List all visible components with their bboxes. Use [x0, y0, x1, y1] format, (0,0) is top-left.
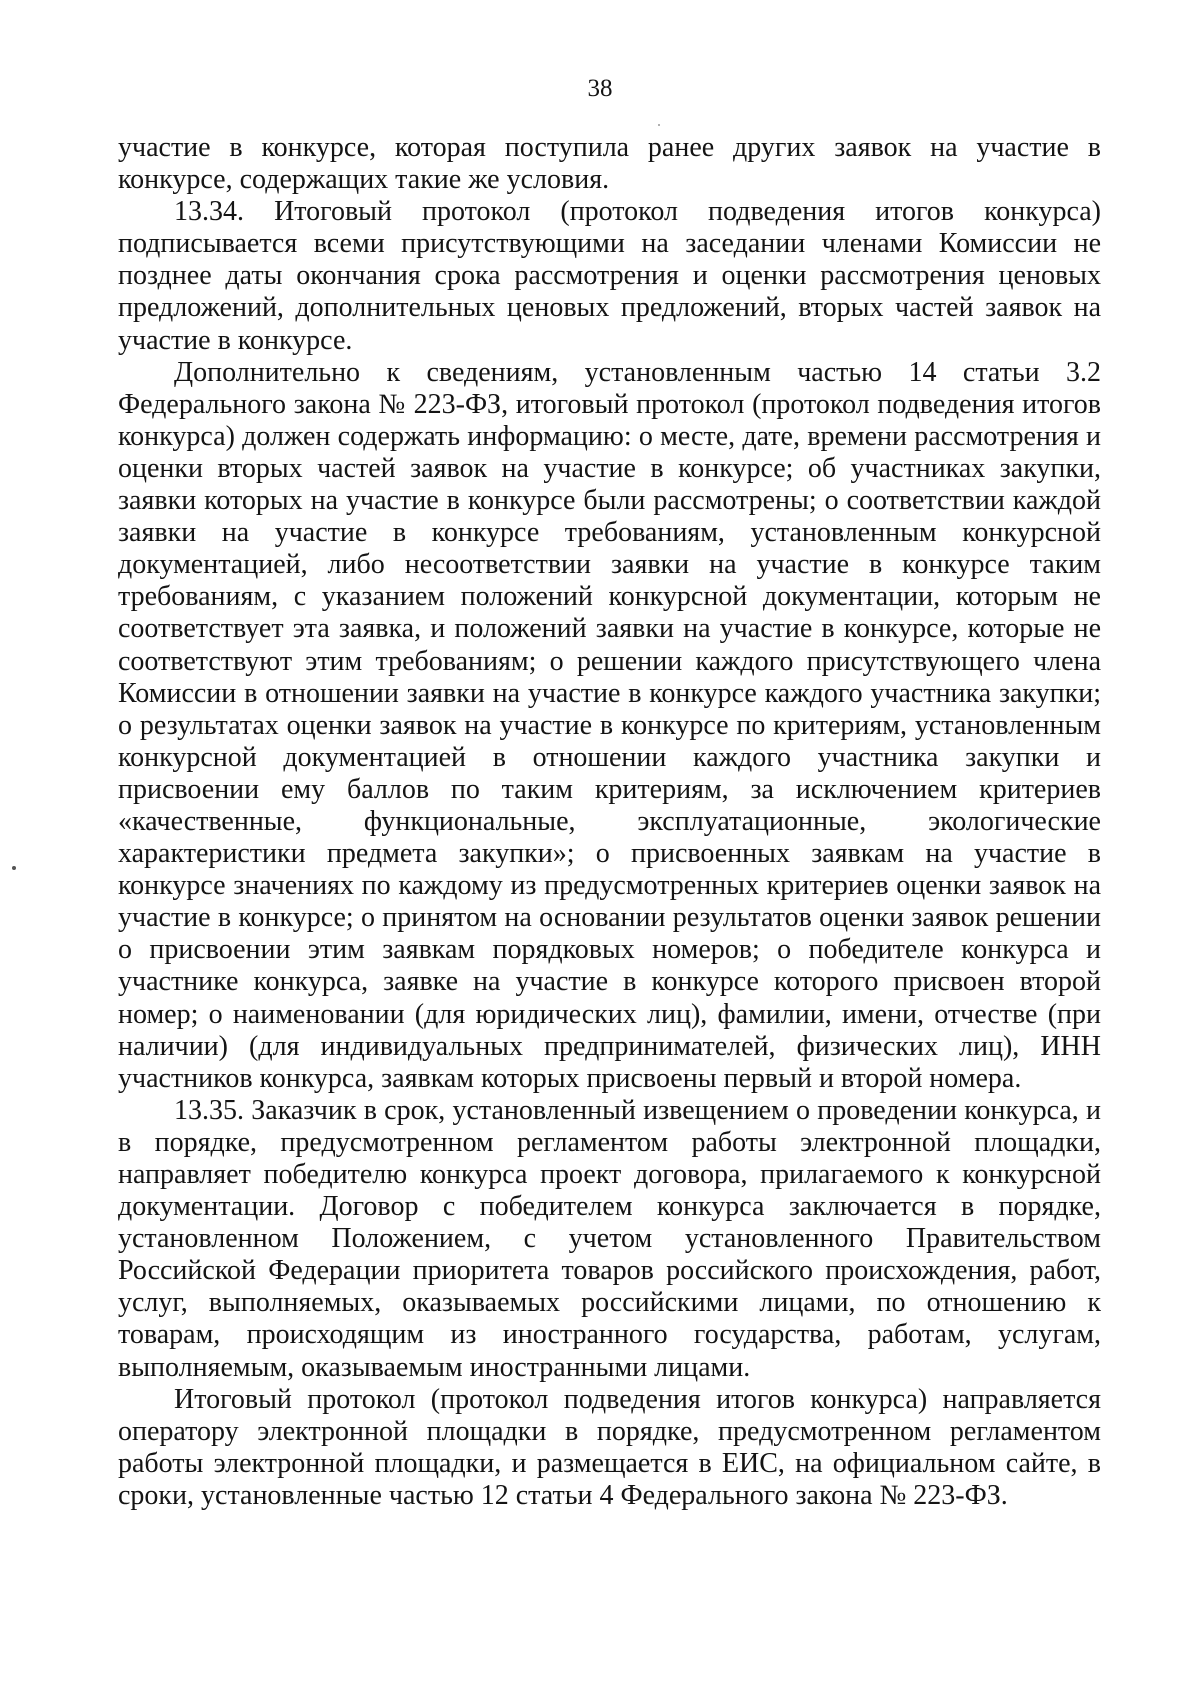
paragraph-13-35: 13.35. Заказчик в срок, установленный извещением о проведении конкурса, и в порядке, предусмотренном регламентом работы электронной площадки, направляет победителю конкурса проект договора, прилагаемого к конкурсной документации. Договор с победителем конкурса заключается в порядке, установленном Положением, с учетом установленного Правительством Российской Федерации приоритета товаров российского происхождения, работ, услуг, выполняемых, оказываемых российскими лицами, по отношению к товарам, происходящим из иностранного государства, работам, услугам, выполняемым, оказываемым иностранными лицами.: [118, 1094, 1101, 1383]
paragraph-continuation: участие в конкурсе, которая поступила ранее других заявок на участие в конкурсе, содержащих такие же условия.: [118, 132, 1101, 196]
scan-speck: [658, 124, 660, 126]
paragraph-protocol-contents: Дополнительно к сведениям, установленным частью 14 статьи 3.2 Федерального закона № 223-ФЗ, итоговый протокол (протокол подведения итогов конкурса) должен содержать информацию: о месте, дате, времени рассмотрения и оценки вторых частей заявок на участие в конкурсе; об участниках закупки, заявки которых на участие в конкурсе были рассмотрены; о соответствии каждой заявки на участие в конкурсе требованиям, установленным конкурсной документацией, либо несоответствии заявки на участие в конкурсе таким требованиям, с указанием положений конкурсной документации, которым не соответствует эта заявка, и положений заявки на участие в конкурсе, которые не соответствуют этим требованиям; о решении каждого присутствующего члена Комиссии в отношении заявки на участие в конкурсе каждого участника закупки; о результатах оценки заявок на участие в конкурсе по критериям, установленным конкурсной документацией в отношении каждого участника закупки и присвоении ему баллов по таким критериям, за исключением критериев «качественные, функциональные, эксплуатационные, экологические характеристики предмета закупки»; о присвоенных заявкам на участие в конкурсе значениях по каждому из предусмотренных критериев оценки заявок на участие в конкурсе; о принятом на основании результатов оценки заявок решении о присвоении этим заявкам порядковых номеров; о победителе конкурса и участнике конкурса, заявке на участие в конкурсе которого присвоен второй номер; о наименовании (для юридических лиц), фамилии, имени, отчестве (при наличии) (для индивидуальных предпринимателей, физических лиц), ИНН участников конкурса, заявкам которых присвоены первый и второй номера.: [118, 356, 1101, 1094]
scan-speck: [12, 866, 16, 870]
page-number: 38: [587, 75, 613, 102]
document-body: [118, 132, 1101, 1512]
paragraph-13-34: 13.34. Итоговый протокол (протокол подведения итогов конкурса) подписывается всеми присутствующими на заседании членами Комиссии не позднее даты окончания срока рассмотрения и оценки рассмотрения ценовых предложений, дополнительных ценовых предложений, вторых частей заявок на участие в конкурсе.: [118, 196, 1101, 356]
paragraph-protocol-publication: Итоговый протокол (протокол подведения итогов конкурса) направляется оператору электронной площадки в порядке, предусмотренном регламентом работы электронной площадки, и размещается в ЕИС, на официальном сайте, в сроки, установленные частью 12 статьи 4 Федерального закона № 223-ФЗ.: [118, 1383, 1101, 1511]
